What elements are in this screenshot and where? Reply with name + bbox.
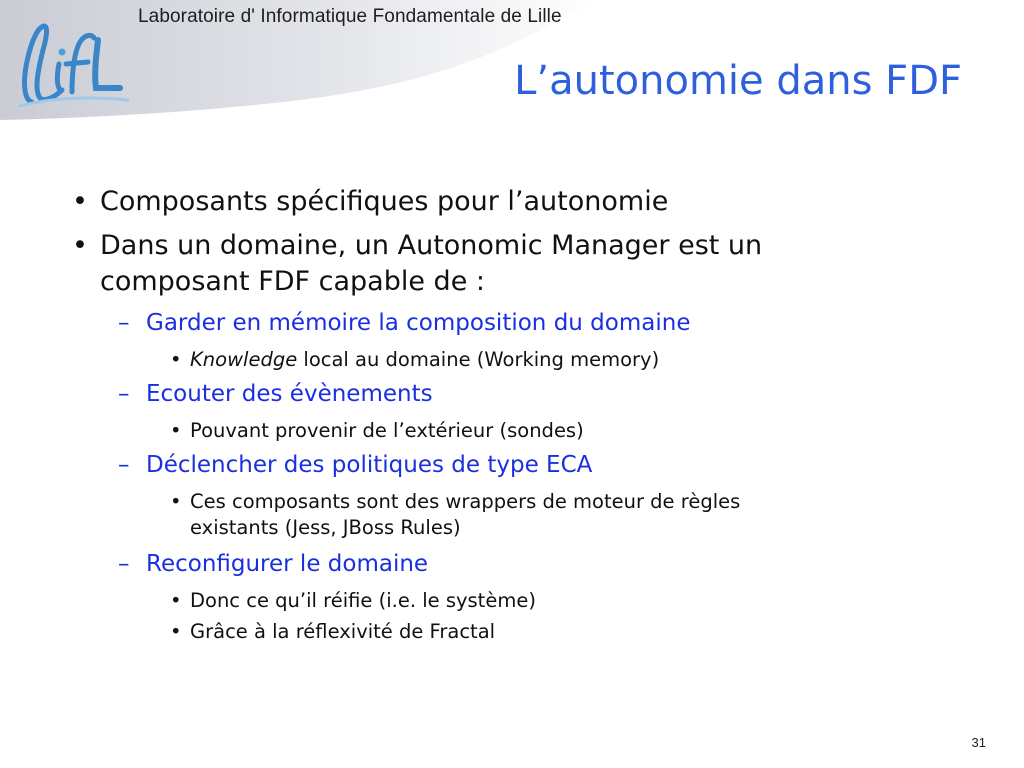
bullet-text-continued: composant FDF capable de :: [100, 266, 485, 297]
sub-sub-bullet-marker: •: [170, 348, 182, 371]
sub-sub-bullet-text: Pouvant provenir de l’extérieur (sondes): [190, 419, 584, 442]
sub-sub-bullet-marker: •: [170, 589, 182, 612]
sub-bullet-marker: –: [118, 381, 130, 407]
knowledge-term: Knowledge: [190, 348, 298, 371]
sub-bullet-text: Déclencher des politiques de type ECA: [146, 452, 593, 478]
sub-bullet-text: Garder en mémoire la composition du domaine: [146, 310, 691, 336]
bullet-marker: •: [72, 186, 88, 217]
slide-number: 31: [971, 735, 986, 750]
sub-sub-bullet-text: [190, 348, 659, 371]
sub-sub-bullet-text-continued: existants (Jess, JBoss Rules): [190, 516, 461, 539]
sub-sub-bullet-marker: •: [170, 620, 182, 643]
slide-title: L’autonomie dans FDF: [514, 58, 962, 104]
bullet-text: Dans un domaine, un Autonomic Manager est un: [100, 230, 763, 261]
sub-bullet-marker: –: [118, 452, 130, 478]
bullet-marker: •: [72, 230, 88, 261]
sub-bullet-text: Ecouter des évènements: [146, 381, 433, 407]
bullet-text: Composants spécifiques pour l’autonomie: [100, 186, 669, 217]
sub-sub-bullet-text: Ces composants sont des wrappers de moteur de règles: [190, 490, 741, 513]
sub-bullet-text: Reconfigurer le domaine: [146, 551, 429, 577]
sub-bullet-marker: –: [118, 310, 130, 336]
lab-name: Laboratoire d' Informatique Fondamentale de Lille: [138, 6, 562, 27]
sub-sub-bullet-marker: •: [170, 490, 182, 513]
sub-sub-bullet-marker: •: [170, 419, 182, 442]
knowledge-rest: local au domaine (Working memory): [297, 348, 660, 371]
sub-sub-bullet-text: Grâce à la réflexivité de Fractal: [190, 620, 496, 643]
sub-bullet-marker: –: [118, 551, 130, 577]
sub-sub-bullet-text: Donc ce qu’il réifie (i.e. le système): [190, 589, 536, 612]
